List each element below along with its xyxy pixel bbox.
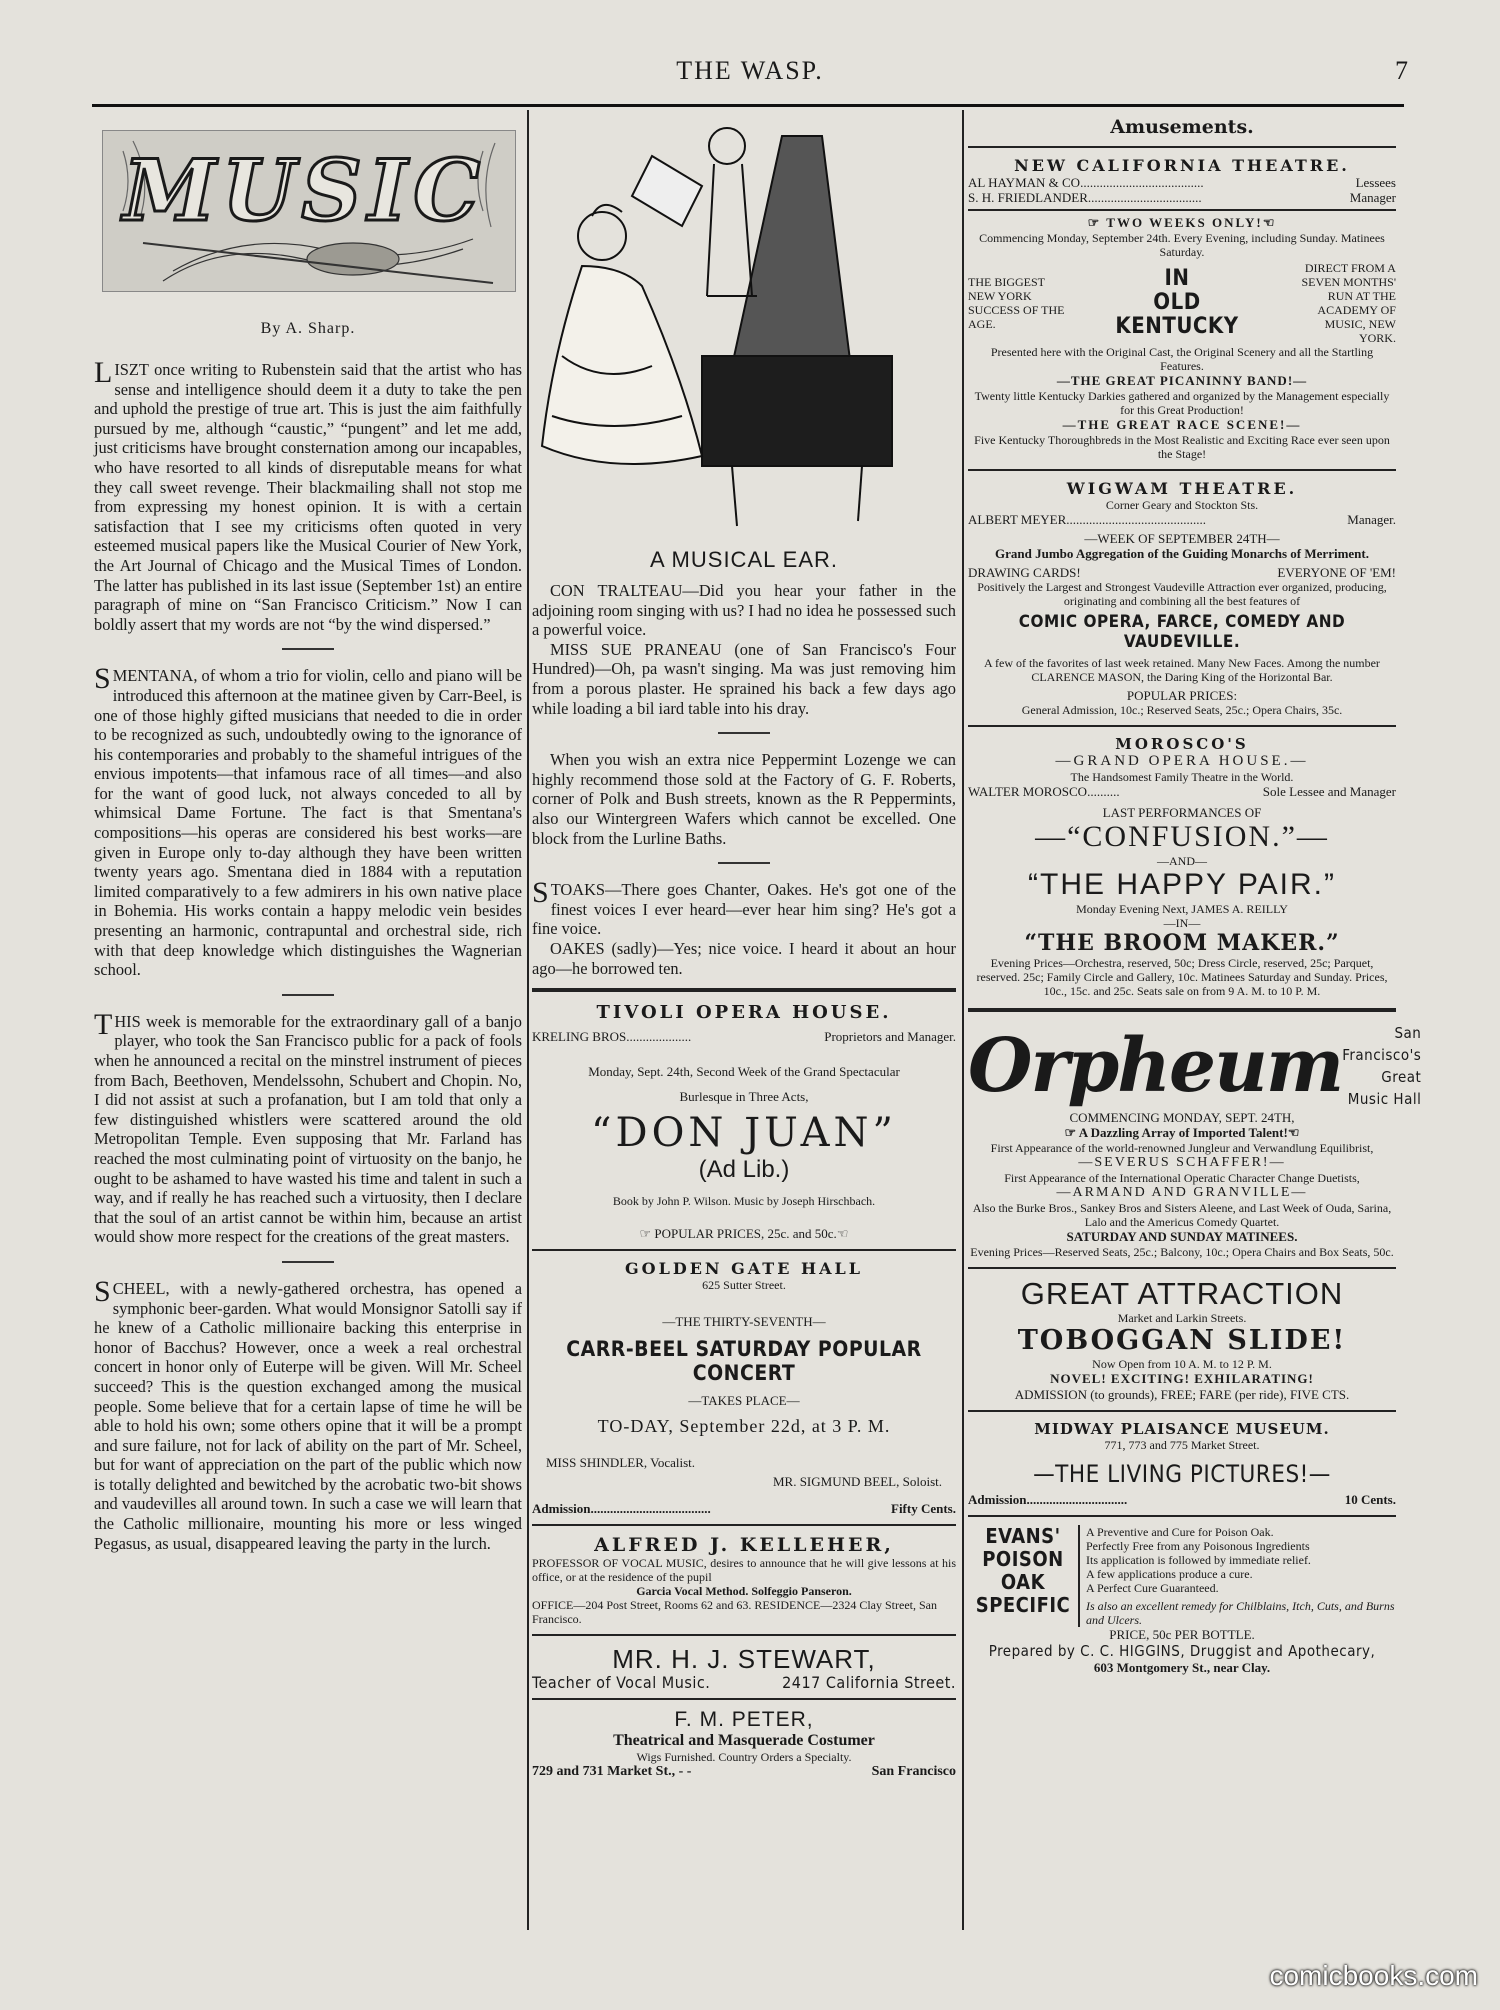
orpheum-tag-2: Great Music Hall bbox=[1347, 1068, 1422, 1108]
evans-block bbox=[968, 1525, 1396, 1627]
evans-ad bbox=[968, 1525, 1396, 1676]
tivoli-sub: Burlesque in Three Acts, bbox=[679, 1089, 809, 1105]
golden-gate-takes-place: —TAKES PLACE— bbox=[688, 1393, 800, 1409]
music-masthead bbox=[102, 130, 516, 292]
byline: By A. Sharp. bbox=[260, 320, 356, 337]
tivoli-owner-name: KRELING BROS.................... bbox=[532, 1029, 692, 1045]
paragraph-banjo: THIS week is memorable for the extraordinary gall of a banjo player, who took the San Francisco public for a pack of fools when he announced a recital on the minstrel instrument of pieces from Bach, Beethoven, Mendelssohn, Schubert and Chopin. No, I did not assist at such a profanation, but I am told that only a few distinguished whistlers were scattered around the old Metropolitan Temple. Even supposing that Mr. Farland has reached the most culminating point of virtuosity on the banjo, he ought to be ashamed to have wasted his time and talent in such a way, and if really he has reached such a virtuosity, then I declare that the soul of an artist cannot be within him, because an artist would show more respect for the creations of the great masters. bbox=[94, 1007, 522, 1247]
new-california-two-weeks: ☞ TWO WEEKS ONLY!☜ bbox=[1087, 215, 1277, 230]
morosco-lessee-role: Sole Lessee and Manager bbox=[1262, 784, 1396, 799]
evans-line-1: A Preventive and Cure for Poison Oak. bbox=[1086, 1525, 1274, 1539]
midway-admission-price: 10 Cents. bbox=[1344, 1492, 1396, 1507]
midway-admission-row bbox=[968, 1492, 1396, 1507]
wigwam-cards-row bbox=[968, 565, 1396, 580]
orpheum-prices: Evening Prices—Reserved Seats, 25c.; Balcony, 10c.; Opera Chairs and Box Seats, 50c. bbox=[970, 1245, 1394, 1259]
new-california-left-block: THE BIGGEST NEW YORK SUCCESS OF THE AGE. bbox=[968, 275, 1065, 331]
orpheum-ad bbox=[968, 1022, 1422, 1259]
ad-rule bbox=[968, 469, 1396, 471]
peter-address: 729 and 731 Market St., - - bbox=[532, 1764, 692, 1780]
peter-ad bbox=[532, 1708, 956, 1779]
wigwam-favorites: A few of the favorites of last week retained. Many New Faces. Among the number CLARENCE MASON, the Daring King of the Horizontal Bar. bbox=[984, 656, 1380, 684]
header-rule bbox=[92, 104, 1404, 107]
tivoli-owner-row bbox=[532, 1029, 956, 1044]
wigwam-week: —WEEK OF SEPTEMBER 24TH— bbox=[1084, 531, 1280, 546]
golden-gate-soloist: MR. SIGMUND BEEL, Soloist. bbox=[772, 1474, 942, 1490]
golden-gate-thirty: —THE THIRTY-SEVENTH— bbox=[662, 1314, 826, 1330]
tivoli-ad bbox=[532, 1002, 956, 1241]
wigwam-manager: ALBERT MEYER........................................... bbox=[968, 512, 1207, 527]
ad-rule bbox=[532, 988, 956, 992]
peter-name: F. M. PETER, bbox=[674, 1708, 814, 1732]
ad-rule bbox=[968, 209, 1396, 211]
kelleher-title: ALFRED J. KELLEHER, bbox=[594, 1534, 894, 1557]
ad-rule bbox=[968, 1267, 1396, 1269]
golden-gate-admission-price: Fifty Cents. bbox=[891, 1501, 956, 1517]
evans-line-3: Its application is followed by immediate relief. bbox=[1086, 1553, 1311, 1567]
new-california-race-desc: Five Kentucky Thoroughbreds in the Most Realistic and Exciting Race ever seen upon the Stage! bbox=[974, 433, 1390, 461]
midway-admission-label: Admission............................... bbox=[968, 1492, 1128, 1507]
golden-gate-concert: CARR-BEEL SATURDAY POPULAR CONCERT bbox=[566, 1337, 922, 1386]
new-california-band-desc: Twenty little Kentucky Darkies gathered and organized by the Management especially for this Great Production! bbox=[974, 389, 1390, 417]
show-old: OLD bbox=[1153, 290, 1201, 315]
new-california-lessee: AL HAYMAN & CO...................................... bbox=[968, 175, 1204, 190]
golden-gate-vocalist: MISS SHINDLER, Vocalist. bbox=[546, 1455, 696, 1471]
masthead-title: MUSIC bbox=[123, 141, 487, 240]
wigwam-drawing: DRAWING CARDS! bbox=[968, 565, 1081, 580]
midway-ad bbox=[968, 1420, 1396, 1507]
wigwam-title: WIGWAM THEATRE. bbox=[1066, 479, 1298, 498]
paragraph-smentana: SMENTANA, of whom a trio for violin, cello and piano will be introduced this afternoon at the matinee given by Carr-Beel, is one of those highly gifted musicians that needed to die in order to be recognized as such, undoubtedly owing to the ignorance of his contemporaries and probably to the shameful intrigues of the envious impotents—that infamous race of all times—and also for the want of good luck, not always conceded to all by whimsical Dame Fortune. The fact is that Smentana's compositions—his operas are considered his best works—are given in Europe only to-day although they have been written twenty years ago. Smentana died in 1884 with a reputation limited comparatively to a few admirers in his own native place in Bohemia. His works contain a happy melodic vein besides presenting an harmonic, contrapuntal and orchestral side, rich with that deep knowledge which distinguishes the Wagnerian school. bbox=[94, 662, 522, 980]
section-divider bbox=[282, 648, 334, 650]
orpheum-first: First Appearance of the world-renowned Jungleur and Verwandlung Equilibrist, bbox=[990, 1141, 1374, 1155]
wigwam-manager-role: Manager. bbox=[1347, 512, 1396, 527]
peter-city: San Francisco bbox=[871, 1764, 956, 1780]
morosco-happy-pair: “THE HAPPY PAIR.” bbox=[1028, 868, 1336, 901]
midway-title: MIDWAY PLAISANCE MUSEUM. bbox=[1034, 1420, 1330, 1438]
column-rule-2 bbox=[962, 110, 964, 1930]
peter-line: Theatrical and Masquerade Costumer bbox=[613, 1732, 875, 1750]
tivoli-date: Monday, Sept. 24th, Second Week of the Grand Spectacular bbox=[588, 1064, 900, 1080]
peppermint-notice: When you wish an extra nice Peppermint Lozenge we can highly recommend those sold at the Factory of G. F. Roberts, corner of Polk and Bush streets, known as the R Peppermints, also our Wintergreen Wafers which cannot be excelled. One block from the Lurline Baths. bbox=[532, 750, 956, 848]
stewart-address: 2417 California Street. bbox=[782, 1673, 956, 1693]
midway-living-pictures: —THE LIVING PICTURES!— bbox=[1033, 1460, 1331, 1488]
column-rule-1 bbox=[527, 110, 529, 1930]
ad-rule bbox=[532, 1698, 956, 1700]
illustration-caption: A MUSICAL EAR. bbox=[649, 547, 838, 572]
orpheum-armand: —ARMAND AND GRANVILLE— bbox=[1056, 1185, 1308, 1200]
tivoli-credits: Book by John P. Wilson. Music by Joseph Hirschbach. bbox=[612, 1194, 876, 1209]
page-title: THE WASP. bbox=[676, 56, 824, 85]
morosco-last: LAST PERFORMANCES OF bbox=[1102, 805, 1262, 820]
wigwam-positively: Positively the Largest and Strongest Vaudeville Attraction ever organized, producing, originating and combining all the best features of bbox=[977, 580, 1387, 608]
great-attraction-title: GREAT ATTRACTION bbox=[1020, 1276, 1344, 1311]
page-number: 7 bbox=[1395, 56, 1408, 85]
tivoli-prices: ☞ POPULAR PRICES, 25c. and 50c.☜ bbox=[639, 1226, 849, 1242]
new-california-lessee-row bbox=[968, 175, 1396, 190]
new-california-manager-row bbox=[968, 190, 1396, 205]
new-california-manager-role: Manager bbox=[1349, 190, 1396, 205]
orpheum-also: Also the Burke Bros., Sankey Bros and Sisters Aleene, and Last Week of Ouda, Sarina, Lalo and the Americus Comedy Quartet. bbox=[972, 1201, 1392, 1229]
ad-rule bbox=[968, 1515, 1396, 1517]
middle-column bbox=[532, 116, 956, 1779]
golden-gate-admission-label: Admission..................................... bbox=[532, 1501, 711, 1517]
toboggan-slide: TOBOGGAN SLIDE! bbox=[1017, 1325, 1347, 1356]
new-california-ad bbox=[968, 156, 1396, 461]
orpheum-commencing: COMMENCING MONDAY, SEPT. 24TH, bbox=[1069, 1110, 1295, 1125]
evans-name: EVANS' POISON OAK SPECIFIC bbox=[975, 1524, 1071, 1617]
great-attraction-ad bbox=[968, 1277, 1396, 1402]
orpheum-logo: Orpheum bbox=[968, 1023, 1343, 1109]
morosco-title: MOROSCO'S bbox=[1115, 735, 1249, 753]
morosco-monday: Monday Evening Next, JAMES A. REILLY bbox=[1076, 902, 1288, 916]
orpheum-dazzling: ☞ A Dazzling Array of Imported Talent!☜ bbox=[1064, 1125, 1300, 1140]
orpheum-header bbox=[968, 1022, 1422, 1110]
ad-rule bbox=[532, 1524, 956, 1526]
evans-prepared: Prepared by C. C. HIGGINS, Druggist and Apothecary, bbox=[988, 1642, 1376, 1660]
music-column bbox=[94, 116, 522, 1553]
running-header bbox=[0, 56, 1500, 96]
morosco-handsomest: The Handsomest Family Theatre in the World. bbox=[1070, 770, 1294, 784]
evans-line-4: A few applications produce a cure. bbox=[1086, 1567, 1253, 1581]
evans-price: PRICE, 50c PER BOTTLE. bbox=[1109, 1627, 1255, 1642]
golden-gate-ad bbox=[532, 1259, 956, 1516]
midway-address: 771, 773 and 775 Market Street. bbox=[1104, 1438, 1260, 1452]
new-california-commencing: Commencing Monday, September 24th. Every Evening, including Sunday. Matinees Saturday. bbox=[979, 231, 1385, 259]
new-california-band: —THE GREAT PICANINNY BAND!— bbox=[1056, 373, 1308, 388]
peter-wigs: Wigs Furnished. Country Orders a Specialty. bbox=[636, 1750, 852, 1765]
section-divider bbox=[282, 1261, 334, 1263]
new-california-title: NEW CALIFORNIA THEATRE. bbox=[1014, 156, 1350, 175]
joke-oakes: OAKES (sadly)—Yes; nice voice. I heard it about an hour ago—he borrowed ten. bbox=[532, 938, 956, 978]
toboggan-open: Now Open from 10 A. M. to 12 P. M. bbox=[1092, 1357, 1272, 1371]
new-california-right-block: DIRECT FROM A SEVEN MONTHS' RUN AT THE ACADEMY OF MUSIC, NEW YORK. bbox=[1301, 261, 1396, 345]
tivoli-show-sub: (Ad Lib.) bbox=[698, 1156, 790, 1184]
morosco-opera: —GRAND OPERA HOUSE.— bbox=[1055, 753, 1309, 769]
morosco-lessee: WALTER MOROSCO.......... bbox=[968, 784, 1120, 799]
orpheum-tagline bbox=[1342, 1022, 1421, 1110]
kelleher-body: PROFESSOR OF VOCAL MUSIC, desires to announce that he will give lessons at his office, or at the residence of the pupil bbox=[532, 1556, 956, 1585]
peter-address-row bbox=[532, 1764, 956, 1779]
joke-praneau: MISS SUE PRANEAU (one of San Francisco's Four Hundred)—Oh, pa wasn't singing. Ma was just removing him from a porous plaster. He sprained his back a few days ago while loading a bil iard table into his dray. bbox=[532, 639, 956, 718]
stewart-row bbox=[532, 1673, 956, 1693]
evans-details bbox=[1078, 1525, 1396, 1627]
wigwam-corner: Corner Geary and Stockton Sts. bbox=[1105, 498, 1259, 512]
golden-gate-title: GOLDEN GATE HALL bbox=[624, 1259, 864, 1279]
kelleher-ad bbox=[532, 1534, 956, 1626]
morosco-broom-maker: “THE BROOM MAKER.” bbox=[1024, 930, 1340, 956]
section-divider bbox=[718, 732, 770, 734]
amusements-heading: Amusements. bbox=[1110, 116, 1254, 138]
ad-rule bbox=[532, 1634, 956, 1636]
musical-ear-illustration bbox=[532, 116, 942, 536]
morosco-in: —IN— bbox=[1163, 916, 1201, 930]
great-attraction-where: Market and Larkin Streets. bbox=[1117, 1311, 1247, 1325]
wigwam-manager-row bbox=[968, 512, 1396, 527]
golden-gate-address: 625 Sutter Street. bbox=[702, 1278, 786, 1293]
evans-line-6: Is also an excellent remedy for Chilblains, Itch, Cuts, and Burns and Ulcers. bbox=[1086, 1599, 1395, 1627]
tivoli-show: “DON JUAN” bbox=[591, 1110, 897, 1157]
new-california-lessee-role: Lessees bbox=[1355, 175, 1396, 190]
orpheum-tag-1: San Francisco's bbox=[1342, 1024, 1422, 1064]
new-california-show-block bbox=[968, 261, 1396, 345]
stewart-ad bbox=[532, 1644, 956, 1693]
wigwam-prices: General Admission, 10c.; Reserved Seats, 25c.; Opera Chairs, 35c. bbox=[1021, 703, 1343, 717]
kelleher-office: OFFICE—204 Post Street, Rooms 62 and 63. RESIDENCE—2324 Clay Street, San Francisco. bbox=[532, 1598, 937, 1627]
wigwam-comic: COMIC OPERA, FARCE, COMEDY AND VAUDEVILLE. bbox=[1018, 612, 1346, 652]
joke-stoaks: STOAKS—There goes Chanter, Oakes. He's got one of the finest voices I ever heard—ever hear him sing? He's got a fine voice. bbox=[532, 876, 956, 939]
golden-gate-admission-row bbox=[532, 1501, 956, 1516]
section-divider bbox=[718, 862, 770, 864]
kelleher-method: Garcia Vocal Method. Solfeggio Panseron. bbox=[636, 1584, 852, 1599]
stewart-name: MR. H. J. STEWART, bbox=[612, 1644, 876, 1675]
morosco-lessee-row bbox=[968, 784, 1396, 799]
orpheum-matinees: SATURDAY AND SUNDAY MATINEES. bbox=[1066, 1229, 1298, 1244]
evans-line-5: A Perfect Cure Guaranteed. bbox=[1086, 1581, 1219, 1595]
wigwam-everyone: EVERYONE OF 'EM! bbox=[1277, 565, 1396, 580]
new-california-race: —THE GREAT RACE SCENE!— bbox=[1062, 417, 1302, 432]
morosco-ad bbox=[968, 735, 1396, 998]
stewart-teacher: Teacher of Vocal Music. bbox=[532, 1673, 711, 1693]
new-california-manager: S. H. FRIEDLANDER................................... bbox=[968, 190, 1202, 205]
tivoli-title: TIVOLI OPERA HOUSE. bbox=[596, 1002, 892, 1024]
orpheum-first-2: First Appearance of the International Operatic Character Change Duetists, bbox=[1004, 1171, 1360, 1185]
wigwam-ad bbox=[968, 479, 1396, 717]
ad-rule bbox=[968, 146, 1396, 148]
amusements-column bbox=[968, 116, 1422, 1676]
ad-rule bbox=[968, 1410, 1396, 1412]
evans-address: 603 Montgomery St., near Clay. bbox=[1093, 1660, 1271, 1675]
new-california-presented: Presented here with the Original Cast, the Original Scenery and all the Startling Features. bbox=[990, 345, 1374, 373]
tivoli-owner-role: Proprietors and Manager. bbox=[824, 1029, 956, 1045]
toboggan-admission: ADMISSION (to grounds), FREE; FARE (per ride), FIVE CTS. bbox=[1014, 1387, 1350, 1402]
ad-rule bbox=[532, 1249, 956, 1251]
toboggan-novel: NOVEL! EXCITING! EXHILARATING! bbox=[1050, 1371, 1314, 1386]
evans-line-2: Perfectly Free from any Poisonous Ingredients bbox=[1086, 1539, 1310, 1553]
paragraph-liszt: LISZT once writing to Rubenstein said that the artist who has sense and intelligence should deem it a duty to take the pen and uphold the prestige of true art. This is just the aim faithfully pursued by me, although “caustic,” “pungent” and let me add, just criticisms have brought consternation among our incapables, who have resorted to all kinds of disreputable means for what they call sweet revenge. Their blackmailing shall not stop me from expressing my honest opinion. It is with a certain satisfaction that I see my criticisms often quoted in very esteemed musical papers like the Musical Courier of New York, the Art Journal of Chicago and the Musical Times of London. The latter has published in its last issue (September 1st) an entire paragraph of mine on “San Francisco Criticism.” Now I can boldly assert that my words are not “by the wind dispersed.” bbox=[94, 356, 522, 634]
show-in: IN bbox=[1164, 266, 1190, 291]
morosco-confusion: —“CONFUSION.”— bbox=[1035, 820, 1329, 853]
morosco-prices: Evening Prices—Orchestra, reserved, 50c; Dress Circle, reserved, 25c; Parquet, reserved. 25c; Family Circle and Gallery, 10c. Matinees Saturday and Sunday. Prices, 10c., 15c. and 25c. Seats sale on from 9 A. M. to 10 P. M. bbox=[976, 956, 1388, 998]
morosco-and: —AND— bbox=[1157, 854, 1207, 868]
golden-gate-today: TO-DAY, September 22d, at 3 P. M. bbox=[597, 1416, 891, 1437]
joke-tralteau: CON TRALTEAU—Did you hear your father in the adjoining room singing with us? I had no idea he possessed such a powerful voice. bbox=[532, 581, 956, 640]
section-divider bbox=[282, 994, 334, 996]
watermark: comicbooks.com bbox=[1269, 1960, 1478, 1991]
ad-rule bbox=[968, 1008, 1396, 1012]
paragraph-scheel: SCHEEL, with a newly-gathered orchestra, has opened a symphonic beer-garden. What would Monsignor Satolli say if he knew of a Catholic millionaire backing this enterprise in honor of Bacchus? However, once a week a real orchestral concert in honor only of Euterpe will be given. Will Mr. Scheel succeed? This is the question exchanged among the musical people. Some believe that for a certain lapse of time he will be able to hold his own; some others opine that it will be a prompt and sure failure, not for lack of ability on the part of Mr. Scheel, but for want of appreciation on the part of the public which now is totally delighted and bewitched by the acrobatic two-bit shows and vaudevilles all around town. In such a case we will learn that the Catholic millionaire, mounting his more or less winged Pegasus, as usual, disappeared leaving the party in the lurch. bbox=[94, 1274, 522, 1553]
show-kentucky: KENTUCKY bbox=[1115, 314, 1239, 339]
orpheum-severus: —SEVERUS SCHAFFER!— bbox=[1078, 1155, 1286, 1170]
new-california-show bbox=[1115, 267, 1238, 339]
ad-rule bbox=[968, 725, 1396, 727]
wigwam-grand: Grand Jumbo Aggregation of the Guiding Monarchs of Merriment. bbox=[995, 546, 1369, 561]
wigwam-popular: POPULAR PRICES: bbox=[1126, 688, 1238, 703]
